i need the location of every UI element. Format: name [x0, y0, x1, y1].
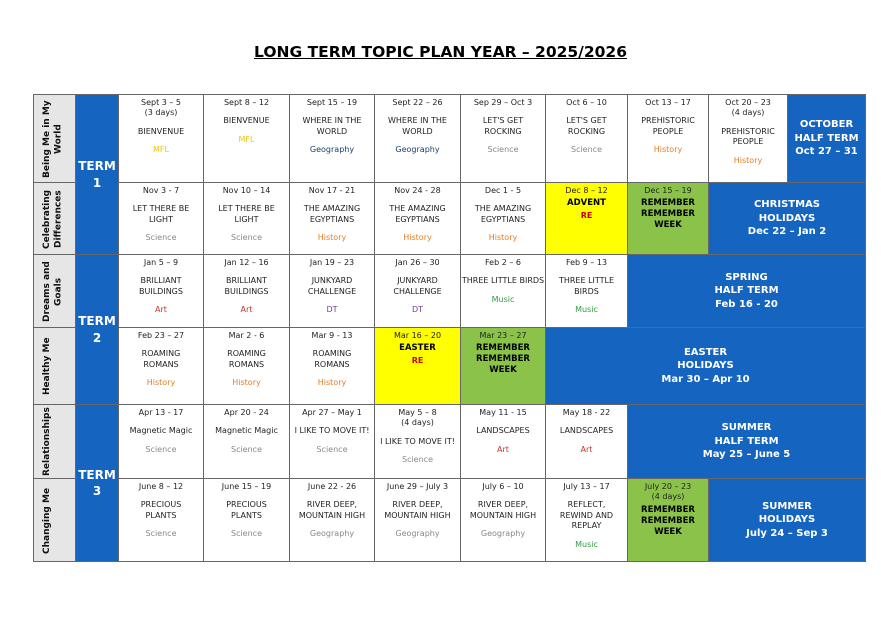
topic-title: THREE LITTLE BIRDS — [461, 276, 545, 286]
subject-label: Science — [230, 444, 262, 454]
table-row — [34, 328, 866, 405]
topic-title: ADVENT — [567, 198, 606, 209]
week-date: Dec 8 – 12 — [565, 186, 608, 195]
row-header-label: Relationships — [41, 406, 52, 476]
topic-title: REFLECT, REWIND AND REPLAY — [559, 500, 614, 531]
week-date: Nov 17 - 21 — [308, 186, 356, 195]
subject-label: Geography — [395, 145, 440, 155]
table-row — [34, 255, 866, 328]
week-cell — [375, 183, 461, 255]
week-date: Oct 13 – 17 — [645, 98, 691, 107]
week-date: Mar 2 - 6 — [228, 331, 265, 340]
row-header-label: Celebrating Differences — [41, 188, 64, 249]
holiday-block: SPRING HALF TERM Feb 16 - 20 — [628, 255, 866, 328]
week-date: Nov 10 – 14 — [222, 186, 271, 195]
week-date: July 6 – 10 — [482, 482, 524, 491]
subject-label: History — [317, 233, 347, 243]
week-date: Feb 9 – 13 — [565, 258, 608, 267]
week-date: June 22 - 26 — [307, 482, 357, 491]
topic-title: REMEMBER REMEMBER WEEK — [476, 343, 530, 376]
week-date: Sept 15 – 19 — [306, 98, 358, 107]
subject-label: History — [146, 378, 176, 388]
week-date: July 13 – 17 — [563, 482, 610, 491]
week-cell — [119, 405, 204, 479]
week-date: Sept 3 – 5 (3 days) — [140, 98, 182, 118]
subject-label: Science — [230, 529, 262, 539]
row-header — [34, 328, 76, 405]
subject-label: History — [733, 155, 763, 165]
week-date: June 15 – 19 — [221, 482, 272, 491]
subject-label: DT — [326, 305, 338, 315]
topic-title: BRILLIANT BUILDINGS — [224, 276, 269, 296]
row-header — [34, 405, 76, 479]
subject-label: Geography — [309, 529, 355, 539]
topic-title: Magnetic Magic — [129, 426, 193, 436]
topic-title: BRILLIANT BUILDINGS — [139, 276, 183, 296]
week-date: Nov 3 - 7 — [142, 186, 180, 195]
week-cell — [461, 183, 546, 255]
topic-title: WHERE IN THE WORLD — [388, 116, 447, 136]
week-cell — [546, 479, 628, 562]
week-cell — [290, 405, 375, 479]
topic-title: PREHISTORIC PEOPLE — [721, 126, 775, 147]
term-label: TERM 1 — [76, 95, 119, 255]
topic-title: THE AMAZING EGYPTIANS — [303, 204, 361, 224]
topic-title: LANDSCAPES — [559, 426, 614, 436]
subject-label: Science — [487, 145, 519, 155]
week-cell — [290, 328, 375, 405]
week-cell — [204, 405, 290, 479]
subject-label: MFL — [153, 145, 169, 155]
holiday-block: SUMMER HALF TERM May 25 – June 5 — [628, 405, 866, 479]
topic-title: Magnetic Magic — [215, 426, 278, 436]
week-date: Apr 27 – May 1 — [302, 408, 362, 417]
week-date: Sept 8 – 12 — [223, 98, 270, 107]
topic-title: LET'S GET ROCKING — [482, 116, 524, 136]
week-cell — [119, 183, 204, 255]
table-row — [34, 95, 866, 183]
subject-label: DT — [411, 305, 424, 315]
row-header — [34, 95, 76, 183]
table-row — [34, 183, 866, 255]
topic-title: EASTER — [399, 343, 436, 354]
subject-label: Science — [570, 145, 602, 155]
subject-label: Science — [401, 455, 433, 465]
week-date: Apr 13 - 17 — [138, 408, 184, 417]
topic-title: I LIKE TO MOVE IT! — [380, 436, 455, 446]
topic-title: ROAMING ROMANS — [141, 349, 181, 369]
week-cell — [375, 95, 461, 183]
subject-label: Geography — [480, 529, 526, 539]
week-cell — [375, 255, 461, 328]
row-header-label: Healthy Me — [41, 337, 52, 395]
week-cell — [461, 479, 546, 562]
topic-title: ROAMING ROMANS — [227, 349, 266, 369]
week-date: Feb 23 – 27 — [137, 331, 185, 340]
topic-title: THE AMAZING EGYPTIANS — [389, 204, 446, 224]
week-date: Mar 23 – 27 — [479, 331, 527, 340]
subject-label: MFL — [238, 134, 255, 144]
subject-label: History — [488, 233, 518, 243]
week-cell — [375, 479, 461, 562]
subject-label: Science — [230, 233, 262, 243]
week-date: May 18 - 22 — [562, 408, 611, 417]
week-date: Nov 24 - 28 — [394, 186, 441, 195]
topic-title: RIVER DEEP, MOUNTAIN HIGH — [469, 500, 537, 520]
week-cell — [204, 255, 290, 328]
subject-label: History — [317, 378, 347, 388]
holiday-block: CHRISTMAS HOLIDAYS Dec 22 – Jan 2 — [709, 183, 866, 255]
row-header — [34, 183, 76, 255]
week-cell — [461, 328, 546, 405]
row-header — [34, 255, 76, 328]
table-row — [34, 405, 866, 479]
subject-label: Art — [240, 305, 253, 315]
topic-title: PRECIOUS PLANTS — [140, 500, 182, 520]
holiday-block: SUMMER HOLIDAYS July 24 – Sep 3 — [709, 479, 866, 562]
table-row — [34, 479, 866, 562]
topic-title: THREE LITTLE BIRDS — [558, 276, 615, 296]
week-date: May 11 - 15 — [479, 408, 527, 417]
topic-title: LET THERE BE LIGHT — [218, 204, 275, 224]
subject-label: Science — [145, 529, 177, 539]
subject-label: Art — [497, 444, 509, 454]
topic-title: THE AMAZING EGYPTIANS — [474, 204, 532, 224]
topic-title: BIENVENUE — [137, 126, 185, 136]
subject-label: RE — [411, 356, 424, 366]
subject-label: Geography — [309, 145, 355, 155]
week-cell — [628, 95, 709, 183]
topic-title: LET'S GET ROCKING — [566, 116, 607, 136]
week-cell — [709, 95, 788, 183]
week-cell — [375, 328, 461, 405]
subject-label: Music — [491, 294, 515, 304]
week-cell — [546, 255, 628, 328]
topic-title: PRECIOUS PLANTS — [226, 500, 267, 520]
week-cell — [461, 255, 546, 328]
week-date: Feb 2 – 6 — [485, 258, 521, 267]
week-cell — [375, 405, 461, 479]
week-date: Jan 19 – 23 — [309, 258, 355, 267]
week-date: Sept 22 – 26 — [392, 98, 443, 107]
week-cell — [546, 405, 628, 479]
row-header-label: Changing Me — [41, 486, 52, 554]
subject-label: Science — [145, 444, 177, 454]
row-header-label: Being Me in My World — [41, 99, 64, 178]
subject-label: History — [232, 378, 261, 388]
week-date: Dec 1 - 5 — [484, 186, 522, 195]
week-cell — [119, 255, 204, 328]
week-cell — [461, 95, 546, 183]
week-cell — [119, 95, 204, 183]
row-header-label: Dreams and Goals — [41, 260, 64, 322]
week-cell — [290, 183, 375, 255]
subject-label: Art — [580, 444, 593, 454]
topic-title: REMEMBER REMEMBER WEEK — [641, 198, 695, 231]
subject-label: History — [403, 233, 432, 243]
week-date: June 29 – July 3 — [386, 482, 449, 491]
week-date: Mar 16 – 20 — [393, 331, 442, 340]
week-cell — [290, 479, 375, 562]
week-date: Oct 6 – 10 — [566, 98, 607, 107]
topic-title: LET THERE BE LIGHT — [132, 204, 190, 224]
week-date: Sep 29 – Oct 3 — [473, 98, 533, 107]
week-date: May 5 – 8 (4 days) — [398, 408, 437, 428]
topic-title: I LIKE TO MOVE IT! — [294, 426, 370, 436]
week-date: Dec 15 – 19 — [644, 186, 692, 195]
subject-label: Art — [155, 305, 167, 315]
week-cell — [119, 328, 204, 405]
subject-label: Music — [575, 305, 598, 315]
week-date: Oct 20 – 23 (4 days) — [725, 98, 771, 118]
week-cell — [204, 479, 290, 562]
week-cell — [290, 255, 375, 328]
topic-title: RIVER DEEP, MOUNTAIN HIGH — [384, 500, 451, 520]
topic-title: JUNKYARD CHALLENGE — [393, 276, 442, 296]
week-cell — [119, 479, 204, 562]
week-cell — [628, 479, 709, 562]
term-label: TERM 3 — [76, 405, 119, 562]
week-date: Jan 12 – 16 — [224, 258, 269, 267]
subject-label: Science — [316, 444, 348, 454]
subject-label: RE — [580, 211, 593, 221]
topic-title: RIVER DEEP, MOUNTAIN HIGH — [298, 500, 366, 520]
holiday-block: EASTER HOLIDAYS Mar 30 – Apr 10 — [546, 328, 866, 405]
week-cell — [204, 183, 290, 255]
subject-label: History — [653, 145, 683, 155]
week-date: June 8 – 12 — [138, 482, 184, 491]
week-date: July 20 – 23 (4 days) — [644, 482, 692, 502]
week-date: Mar 9 - 13 — [311, 331, 353, 340]
week-cell — [628, 183, 709, 255]
topic-title: WHERE IN THE WORLD — [302, 116, 362, 136]
week-cell — [204, 95, 290, 183]
holiday-block: OCTOBER HALF TERM Oct 27 – 31 — [788, 95, 866, 183]
week-date: Jan 26 – 30 — [395, 258, 440, 267]
row-header — [34, 479, 76, 562]
topic-title: PREHISTORIC PEOPLE — [641, 116, 695, 136]
week-date: Jan 5 – 9 — [143, 258, 179, 267]
week-date: Apr 20 - 24 — [224, 408, 269, 417]
page-title: LONG TERM TOPIC PLAN YEAR – 2025/2026 — [254, 43, 627, 61]
week-cell — [461, 405, 546, 479]
week-cell — [546, 183, 628, 255]
topic-title: REMEMBER REMEMBER WEEK — [641, 504, 695, 537]
week-cell — [204, 328, 290, 405]
term-label: TERM 2 — [76, 255, 119, 405]
topic-plan-table — [33, 94, 866, 562]
topic-title: LANDSCAPES — [476, 426, 530, 436]
week-cell — [546, 95, 628, 183]
subject-label: Music — [575, 539, 598, 549]
topic-title: JUNKYARD CHALLENGE — [307, 276, 357, 296]
week-cell — [290, 95, 375, 183]
subject-label: Geography — [395, 529, 440, 539]
subject-label: Science — [145, 233, 177, 243]
topic-title: ROAMING ROMANS — [312, 349, 352, 369]
topic-title: BIENVENUE — [223, 116, 270, 126]
